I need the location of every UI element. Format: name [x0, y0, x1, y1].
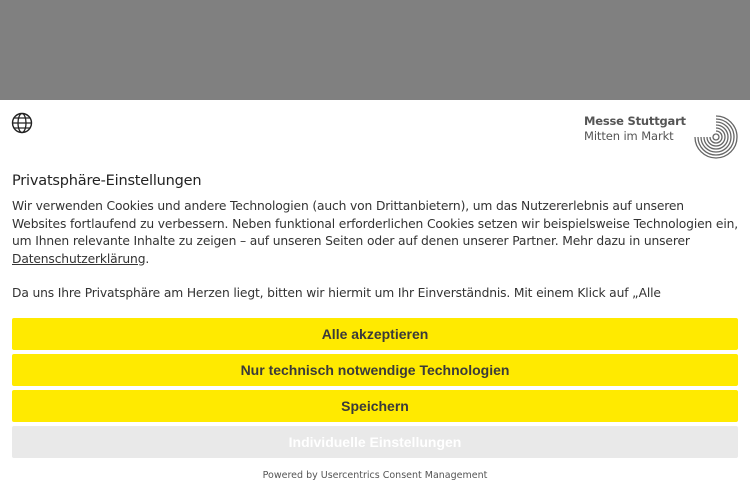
scroll-fade-overlay [0, 300, 750, 316]
language-selector-button[interactable] [11, 112, 33, 134]
individual-settings-button[interactable]: Individuelle Einstellungen [12, 426, 738, 458]
consent-paragraph-1 [12, 198, 740, 268]
paragraph-1-text: Wir verwenden Cookies und andere Technologien (auch von Drittanbietern), um das Nutzererlebnis auf unseren Websites fortlaufend zu verbessern. Neben funktional erforderlichen Cookies setzen wir beispielsweise Technologien ein, um Ihnen relevante Inhalte zu zeigen – auf unseren Seiten oder auf denen unserer Partner. Mehr dazu in unserer [12, 199, 739, 248]
accept-all-button[interactable]: Alle akzeptieren [12, 318, 738, 350]
privacy-policy-link[interactable]: Datenschutzerklärung [12, 251, 146, 266]
globe-icon [11, 112, 33, 134]
fingerprint-spiral-logo-icon [692, 112, 740, 160]
messe-stuttgart-logo [584, 112, 740, 162]
usercentrics-link[interactable]: Powered by Usercentrics Consent Management [262, 470, 488, 481]
technical-only-button[interactable]: Nur technisch notwendige Technologien [12, 354, 738, 386]
powered-by-footer [0, 470, 750, 481]
dialog-title: Privatsphäre-Einstellungen [12, 173, 202, 189]
logo-line-1: Messe Stuttgart [584, 114, 686, 128]
logo-line-2: Mitten im Markt [584, 129, 674, 143]
paragraph-1-end: . [145, 251, 150, 266]
paragraph-2-text: Da uns Ihre Privatsphäre am Herzen liegt, bitten wir hiermit um Ihr Einverständnis. Mit einem Klick auf „Alle [12, 286, 661, 300]
page-backdrop-overlay [0, 0, 750, 100]
logo-wordmark [584, 114, 686, 144]
consent-text-scroll-area[interactable] [12, 198, 740, 316]
save-button[interactable]: Speichern [12, 390, 738, 422]
cookie-consent-dialog [0, 100, 750, 500]
